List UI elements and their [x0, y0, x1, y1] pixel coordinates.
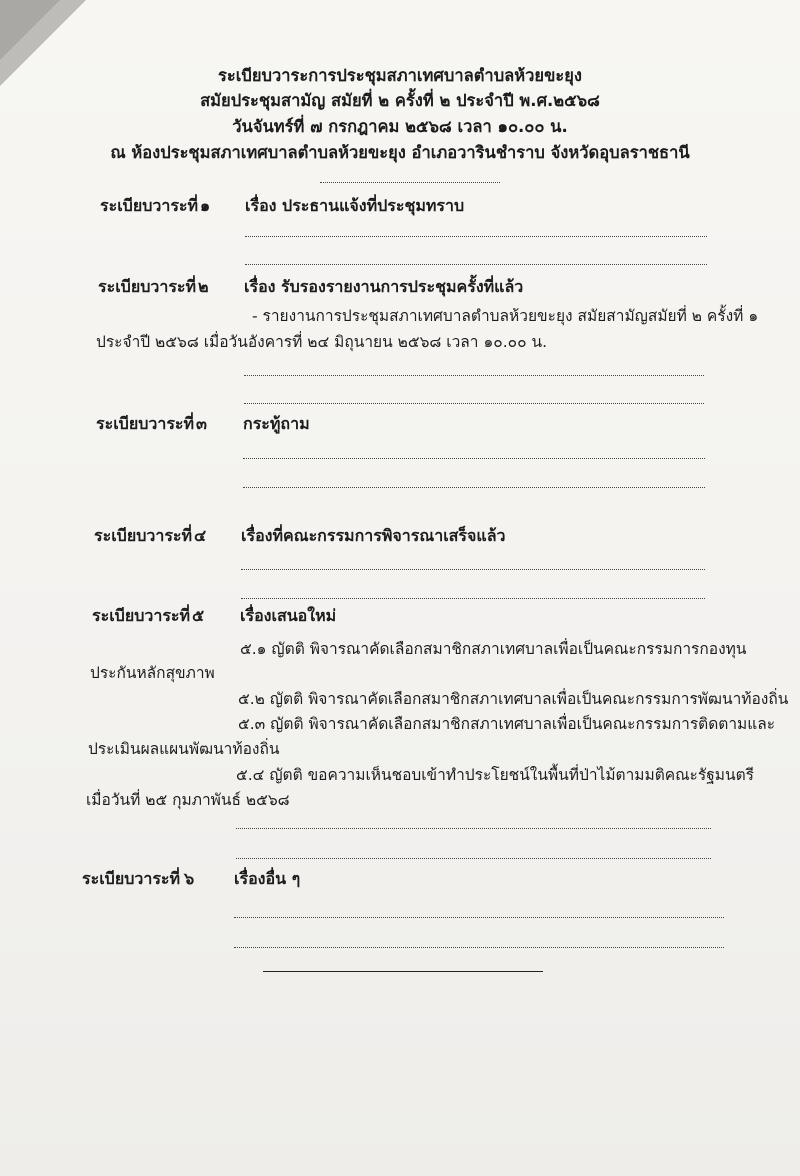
agenda-1-title: เรื่อง ประธานแจ้งที่ประชุมทราบ — [245, 196, 465, 215]
header-session: สมัยประชุมสามัญ สมัยที่ ๒ ครั้งที่ ๒ ประจำปี พ.ศ.๒๕๖๘ — [200, 91, 600, 110]
agenda-2-detail: - รายงานการประชุมสภาเทศบาลตำบลห้วยขะยุง สมัยสามัญสมัยที่ ๒ ครั้งที่ ๑ — [252, 307, 759, 325]
end-rule — [263, 971, 543, 972]
agenda-5-item: ๕.๑ ญัตติ พิจารณาคัดเลือกสมาชิกสภาเทศบาลเพื่อเป็นคณะกรรมการกองทุน — [240, 640, 747, 658]
agenda-2-number: ๒ — [198, 277, 209, 296]
agenda-6-blank-line — [234, 947, 724, 948]
agenda-4-blank-line — [241, 598, 705, 599]
agenda-1-label: ระเบียบวาระที่ — [100, 196, 199, 215]
agenda-5-item: ประเมินผลแผนพัฒนาท้องถิ่น — [88, 740, 280, 758]
agenda-5-item: ๕.๔ ญัตติ ขอความเห็นชอบเข้าทำประโยชน์ในพื้นที่ป่าไม้ตามมติคณะรัฐมนตรี — [236, 766, 754, 784]
agenda-4-label: ระเบียบวาระที่ — [94, 526, 193, 545]
agenda-2-blank-line — [244, 375, 704, 376]
agenda-6-blank-line — [234, 917, 724, 918]
agenda-5-item: เมื่อวันที่ ๒๕ กุมภาพันธ์ ๒๕๖๘ — [86, 791, 290, 809]
agenda-5-blank-line — [236, 858, 711, 859]
agenda-3-blank-line — [243, 458, 705, 459]
agenda-2-detail: ประจำปี ๒๕๖๘ เมื่อวันอังคารที่ ๒๔ มิถุนายน ๒๕๖๘ เวลา ๑๐.๐๐ น. — [96, 333, 548, 351]
agenda-6-title: เรื่องอื่น ๆ — [234, 869, 301, 888]
header-date: วันจันทร์ที่ ๗ กรกฎาคม ๒๕๖๘ เวลา ๑๐.๐๐ น. — [232, 117, 568, 136]
agenda-4-number: ๔ — [194, 526, 207, 545]
agenda-1-blank-line — [245, 264, 707, 265]
agenda-1-number: ๑ — [200, 196, 211, 215]
agenda-6-number: ๖ — [184, 869, 195, 888]
folded-corner-shadow — [0, 0, 60, 60]
agenda-5-blank-line — [236, 828, 711, 829]
agenda-5-number: ๕ — [192, 606, 205, 625]
agenda-5-item: ๕.๓ ญัตติ พิจารณาคัดเลือกสมาชิกสภาเทศบาลเพื่อเป็นคณะกรรมการติดตามและ — [238, 715, 776, 733]
agenda-3-title: กระทู้ถาม — [243, 414, 310, 433]
agenda-5-item: ๕.๒ ญัตติ พิจารณาคัดเลือกสมาชิกสภาเทศบาลเพื่อเป็นคณะกรรมการพัฒนาท้องถิ่น — [238, 690, 789, 708]
agenda-3-number: ๓ — [196, 414, 207, 433]
agenda-5-title: เรื่องเสนอใหม่ — [240, 606, 337, 625]
agenda-4-title: เรื่องที่คณะกรรมการพิจารณาเสร็จแล้ว — [241, 526, 506, 545]
agenda-2-title: เรื่อง รับรองรายงานการประชุมครั้งที่แล้ว — [244, 277, 524, 296]
header-title: ระเบียบวาระการประชุมสภาเทศบาลตำบลห้วยขะยุง — [218, 66, 582, 85]
agenda-5-item: ประกันหลักสุขภาพ — [90, 664, 215, 682]
agenda-4-blank-line — [241, 569, 705, 570]
agenda-2-label: ระเบียบวาระที่ — [98, 277, 197, 296]
agenda-3-blank-line — [243, 487, 705, 488]
agenda-3-label: ระเบียบวาระที่ — [96, 414, 195, 433]
header-separator — [320, 182, 500, 183]
agenda-1-blank-line — [245, 236, 707, 237]
agenda-5-label: ระเบียบวาระที่ — [92, 606, 191, 625]
agenda-6-label: ระเบียบวาระที่ — [82, 869, 181, 888]
agenda-2-blank-line — [244, 403, 704, 404]
header-location: ณ ห้องประชุมสภาเทศบาลตำบลห้วยขะยุง อำเภอวารินชำราบ จังหวัดอุบลราชธานี — [110, 143, 690, 162]
